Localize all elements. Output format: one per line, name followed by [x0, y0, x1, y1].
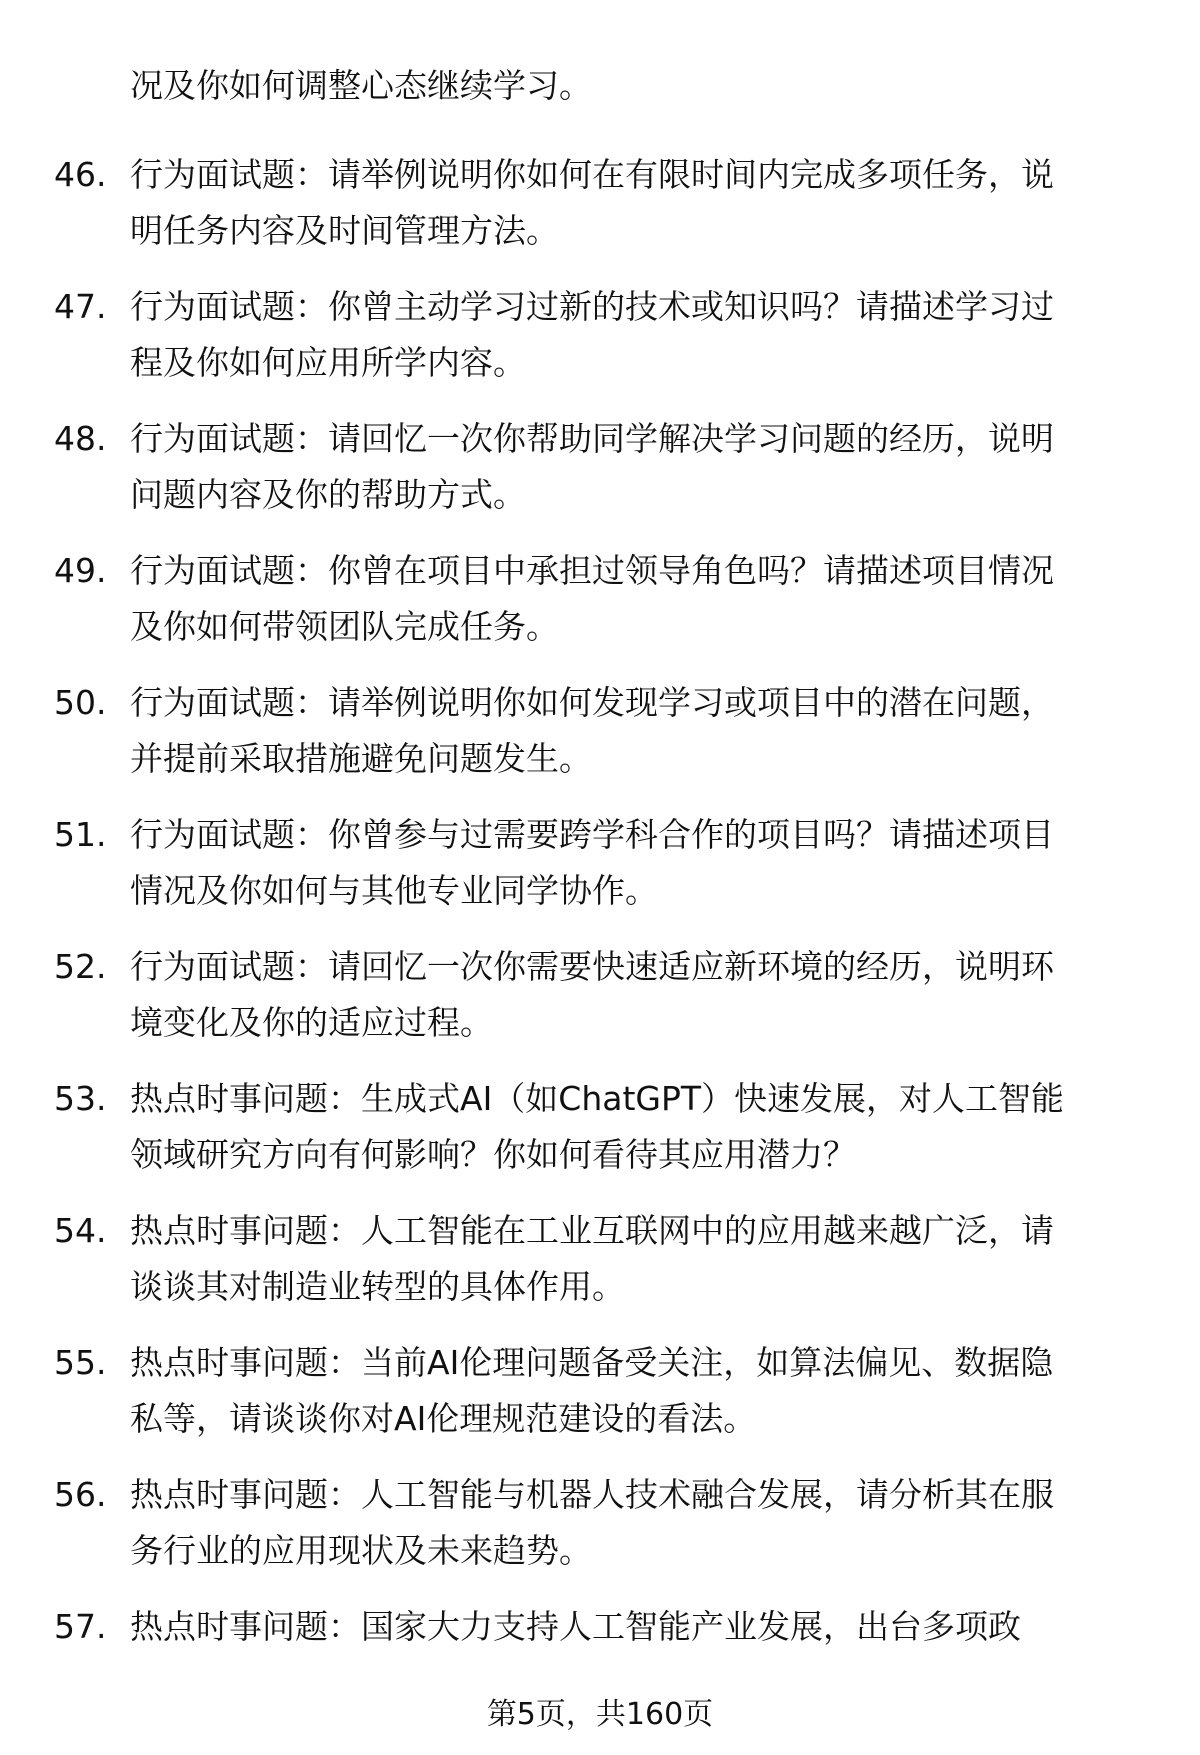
question-text-line: 明任务内容及时间管理方法。 — [130, 211, 559, 250]
question-text — [130, 675, 1140, 787]
question-text-line: 行为面试题：你曾参与过需要跨学科合作的项目吗？请描述项目 — [130, 815, 1054, 854]
question-number: 47. — [54, 287, 107, 326]
continued-question-text: 况及你如何调整心态继续学习。 — [130, 66, 592, 105]
question-text-line: 程及你如何应用所学内容。 — [130, 343, 526, 382]
question-list — [0, 147, 1200, 1731]
question-text-line: 并提前采取措施避免问题发生。 — [130, 739, 592, 778]
question-number: 46. — [54, 155, 107, 194]
question-number: 51. — [54, 815, 107, 854]
question-item — [0, 1071, 1200, 1203]
question-text-line: 及你如何带领团队完成任务。 — [130, 607, 559, 646]
question-text — [130, 147, 1140, 259]
question-item — [0, 543, 1200, 675]
question-number: 52. — [54, 947, 107, 986]
question-text-line: 务行业的应用现状及未来趋势。 — [130, 1531, 592, 1570]
question-text — [130, 279, 1140, 391]
question-number: 53. — [54, 1079, 107, 1118]
question-text — [130, 1071, 1140, 1183]
question-number: 57. — [54, 1607, 107, 1646]
question-text-line: 热点时事问题：当前AI伦理问题备受关注，如算法偏见、数据隐 — [130, 1343, 1054, 1382]
question-item — [0, 939, 1200, 1071]
question-text-line: 行为面试题：请回忆一次你帮助同学解决学习问题的经历，说明 — [130, 419, 1054, 458]
question-text — [130, 1599, 1140, 1655]
question-text — [130, 1203, 1140, 1315]
question-text — [130, 411, 1140, 523]
question-item — [0, 1335, 1200, 1467]
question-text-line: 情况及你如何与其他专业同学协作。 — [130, 871, 658, 910]
question-text — [130, 1467, 1140, 1579]
question-text-line: 问题内容及你的帮助方式。 — [130, 475, 526, 514]
question-item — [0, 411, 1200, 543]
question-item — [0, 807, 1200, 939]
question-text — [130, 807, 1140, 919]
question-text-line: 行为面试题：请举例说明你如何在有限时间内完成多项任务，说 — [130, 155, 1054, 194]
question-text-line: 热点时事问题：人工智能在工业互联网中的应用越来越广泛，请 — [130, 1211, 1054, 1250]
question-text — [130, 1335, 1140, 1447]
question-text — [130, 939, 1140, 1051]
question-text-line: 境变化及你的适应过程。 — [130, 1003, 493, 1042]
question-number: 50. — [54, 683, 107, 722]
question-text-line: 私等，请谈谈你对AI伦理规范建设的看法。 — [130, 1399, 757, 1438]
question-item — [0, 147, 1200, 279]
question-number: 56. — [54, 1475, 107, 1514]
question-item — [0, 675, 1200, 807]
question-item — [0, 279, 1200, 411]
question-number: 49. — [54, 551, 107, 590]
question-number: 55. — [54, 1343, 107, 1382]
page-footer: 第5页，共160页 — [486, 1697, 714, 1732]
question-text-line: 热点时事问题：国家大力支持人工智能产业发展，出台多项政 — [130, 1607, 1021, 1646]
question-text-line: 行为面试题：你曾在项目中承担过领导角色吗？请描述项目情况 — [130, 551, 1054, 590]
question-number: 48. — [54, 419, 107, 458]
question-item — [0, 1467, 1200, 1599]
question-text-line: 热点时事问题：生成式AI（如ChatGPT）快速发展，对人工智能 — [130, 1079, 1065, 1118]
question-text-line: 行为面试题：请举例说明你如何发现学习或项目中的潜在问题， — [130, 683, 1054, 722]
question-text-line: 行为面试题：你曾主动学习过新的技术或知识吗？请描述学习过 — [130, 287, 1054, 326]
question-text-line: 热点时事问题：人工智能与机器人技术融合发展，请分析其在服 — [130, 1475, 1054, 1514]
question-text-line: 谈谈其对制造业转型的具体作用。 — [130, 1267, 625, 1306]
question-number: 54. — [54, 1211, 107, 1250]
question-text — [130, 543, 1140, 655]
question-item — [0, 1203, 1200, 1335]
question-text-line: 领域研究方向有何影响？你如何看待其应用潜力？ — [130, 1135, 856, 1174]
question-text-line: 行为面试题：请回忆一次你需要快速适应新环境的经历，说明环 — [130, 947, 1054, 986]
